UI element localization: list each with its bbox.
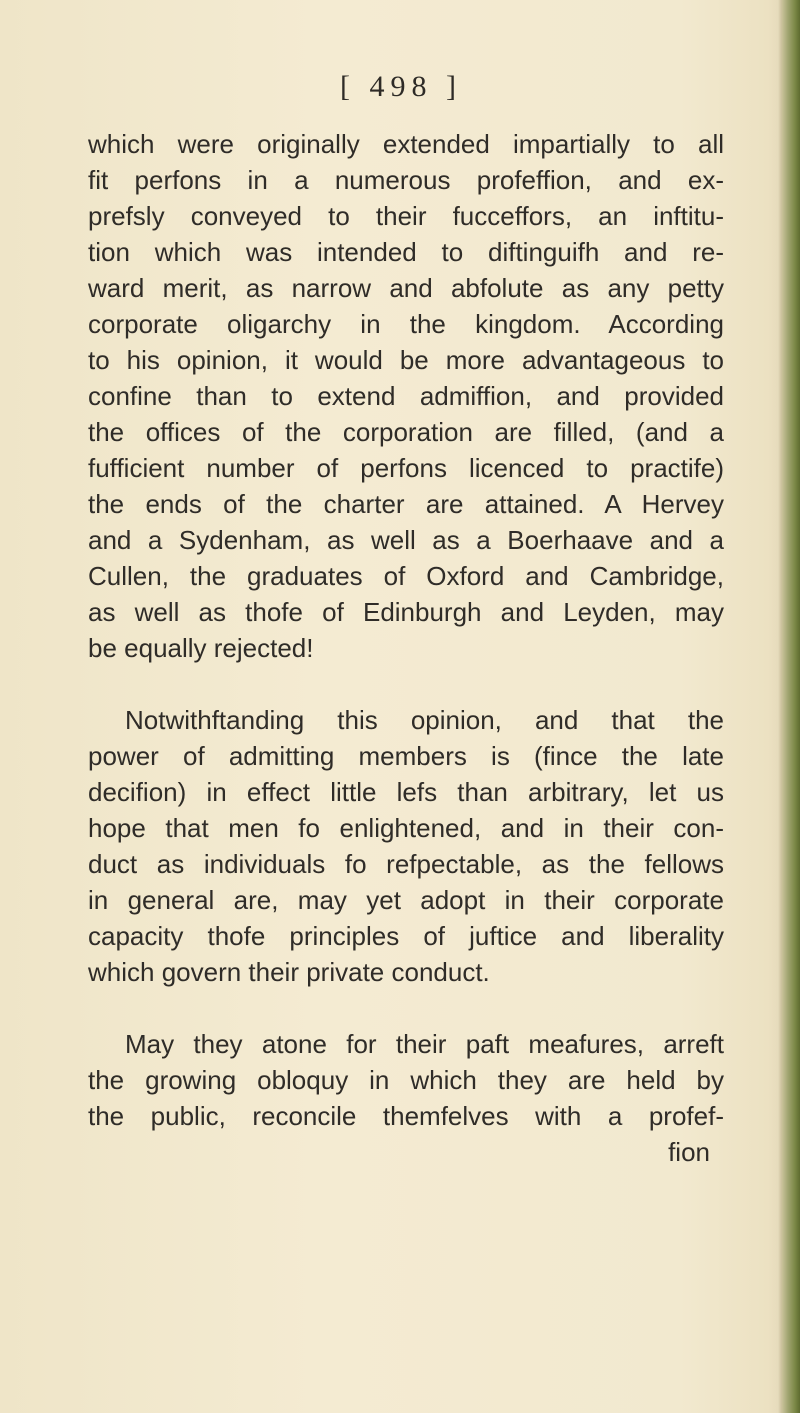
text-line: as well as thofe of Edinburgh and Leyden, may [88,597,724,627]
paragraph [88,702,724,990]
page-number-header: [ 498 ] [340,70,462,103]
text-line: which were originally extended impartially to all [88,129,724,159]
text-line: hope that men fo enlightened, and in their con- [88,813,724,843]
page-edge [782,0,800,1413]
text-line: fufficient number of perfons licenced to practife) [88,453,724,483]
text-line: ward merit, as narrow and abfolute as any petty [88,273,724,303]
text-line: decifion) in effect little lefs than arbitrary, let us [88,777,724,807]
text-line: power of admitting members is (fince the late [88,741,724,771]
text-line: the public, reconcile themfelves with a profef- [88,1101,724,1131]
text-line: fit perfons in a numerous profeffion, and ex- [88,165,724,195]
text-line: capacity thofe principles of juftice and liberality [88,921,724,951]
text-line: the growing obloquy in which they are held by [88,1065,724,1095]
paragraph-gap [88,990,724,1026]
paragraph [88,126,724,666]
text-line: confine than to extend admiffion, and provided [88,381,724,411]
text-line: to his opinion, it would be more advantageous to [88,345,724,375]
body-text [88,126,724,1170]
text-line: the offices of the corporation are filled, (and a [88,417,724,447]
paragraph-gap [88,666,724,702]
text-line: duct as individuals fo refpectable, as the fellows [88,849,724,879]
catchword: fion [668,1137,710,1167]
text-line: and a Sydenham, as well as a Boerhaave and a [88,525,724,555]
text-line: in general are, may yet adopt in their corporate [88,885,724,915]
text-line: May they atone for their paft meafures, arreft [125,1029,724,1059]
text-line: corporate oligarchy in the kingdom. According [88,309,724,339]
text-line: prefsly conveyed to their fucceffors, an inftitu- [88,201,724,231]
text-line: Cullen, the graduates of Oxford and Cambridge, [88,561,724,591]
text-line: Notwithftanding this opinion, and that the [125,705,724,735]
text-line: tion which was intended to diftinguifh and re- [88,237,724,267]
text-line: which govern their private conduct. [88,957,490,987]
text-line: be equally rejected! [88,633,314,663]
text-line: the ends of the charter are attained. A Hervey [88,489,724,519]
paragraph [88,1026,724,1170]
